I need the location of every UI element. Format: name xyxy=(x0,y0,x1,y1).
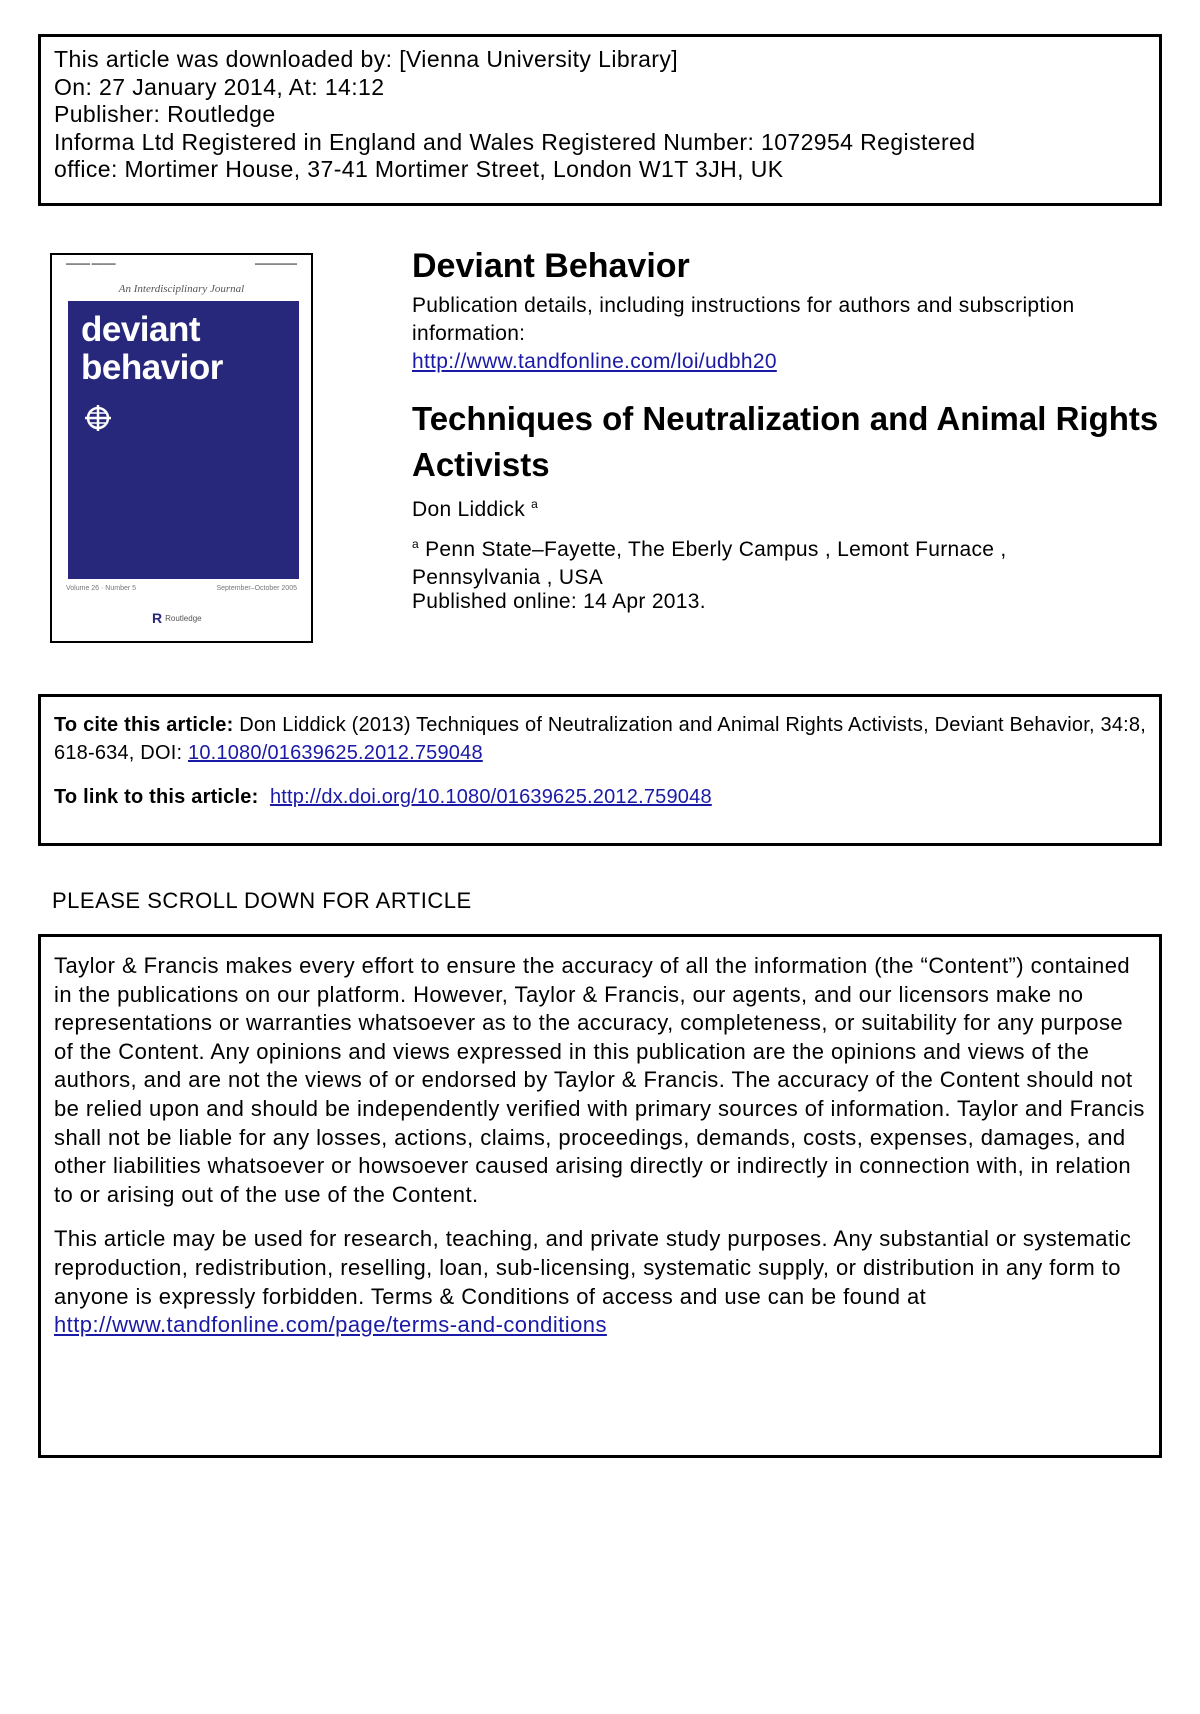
cite-row xyxy=(54,711,1146,767)
disclaimer-paragraph: Taylor & Francis makes every effort to ensure the accuracy of all the information (the “Content”) contained in the publications on our platform. However, Taylor & Francis, our agents, and our licensors make no representations or warranties whatsoever as to the accuracy, completeness, or suitability for any purpose of the Content. Any opinions and views expressed in this publication are the opinions and views of the authors, and are not the views of or endorsed by Taylor & Francis. The accuracy of the Content should not be relied upon and should be independently verified with primary sources of information. Taylor and Francis shall not be liable for any losses, actions, claims, proceedings, demands, costs, expenses, damages, and other liabilities whatsoever or howsoever caused arising directly or indirectly in connection with, in relation to or arising out of the use of the Content. xyxy=(54,953,1145,1207)
cite-text: Don Liddick (2013) Techniques of Neutralization and Animal Rights Activists, Deviant Behavior, 34:8, 618-634, DOI: xyxy=(54,714,1146,764)
article-title: Techniques of Neutralization and Animal Rights Activists xyxy=(412,400,1159,483)
scroll-down-notice: PLEASE SCROLL DOWN FOR ARTICLE xyxy=(52,888,472,913)
download-info-line: This article was downloaded by: [Vienna University Library] xyxy=(54,46,679,72)
citation-box xyxy=(38,694,1162,846)
cover-panel xyxy=(68,301,299,579)
disclaimer-box xyxy=(38,934,1162,1458)
cover-issue-line: Volume 26 · Number 5 September–October 2005 xyxy=(66,585,297,592)
publisher-logo: R Routledge xyxy=(152,610,202,626)
cover-subtitle: An Interdisciplinary Journal xyxy=(118,283,245,295)
journal-cover-image xyxy=(50,253,313,643)
usage-paragraph: This article may be used for research, teaching, and private study purposes. Any substantial or systematic reproduction, redistribution, reselling, loan, sub-licensing, systematic supply, or distribution in any form to anyone is expressly forbidden. Terms & Conditions of access and use can be found at http://www.tandfonline.com/page/terms-and-conditions xyxy=(54,1226,1132,1338)
download-info-line: office: Mortimer House, 37-41 Mortimer Street, London W1T 3JH, UK xyxy=(54,156,784,182)
download-info-line: Informa Ltd Registered in England and Wales Registered Number: 1072954 Registered xyxy=(54,128,976,155)
affiliation-marker: a xyxy=(412,537,419,551)
author-name: Don Liddick xyxy=(412,498,526,521)
download-info-line: On: 27 January 2014, At: 14:12 xyxy=(54,73,385,100)
author-line xyxy=(412,497,538,522)
cover-issn-line: ▬▬▬▬ ▬▬▬▬ ▬▬▬▬▬▬▬ xyxy=(66,261,297,267)
download-info-box xyxy=(38,34,1162,206)
routledge-logo-icon: R xyxy=(152,610,163,626)
author-affiliation: $^a$ Penn State–Fayette, The Eberly Campus , Lemont Furnace , Pennsylvania , USA xyxy=(412,537,1007,589)
published-online-date: Published online: 14 Apr 2013. xyxy=(412,590,706,613)
link-label: To link to this article: xyxy=(54,786,259,808)
download-info-line: Publisher: Routledge xyxy=(54,101,276,127)
article-permalink[interactable]: http://dx.doi.org/10.1080/01639625.2012.759048 xyxy=(269,786,712,808)
link-row xyxy=(54,783,1146,811)
terms-link[interactable]: http://www.tandfonline.com/page/terms-and-conditions xyxy=(54,1312,607,1338)
cover-title: deviant behavior xyxy=(81,310,223,387)
publication-details: Publication details, including instructions for authors and subscription information: xyxy=(412,294,1075,345)
journal-url-link[interactable]: http://www.tandfonline.com/loi/udbh20 xyxy=(412,350,777,373)
globe-cross-icon xyxy=(83,403,113,433)
author-affiliation-marker: a xyxy=(531,497,539,511)
doi-link[interactable]: 10.1080/01639625.2012.759048 xyxy=(188,742,483,764)
cite-label: To cite this article: xyxy=(54,714,234,736)
journal-title: Deviant Behavior xyxy=(412,247,690,285)
